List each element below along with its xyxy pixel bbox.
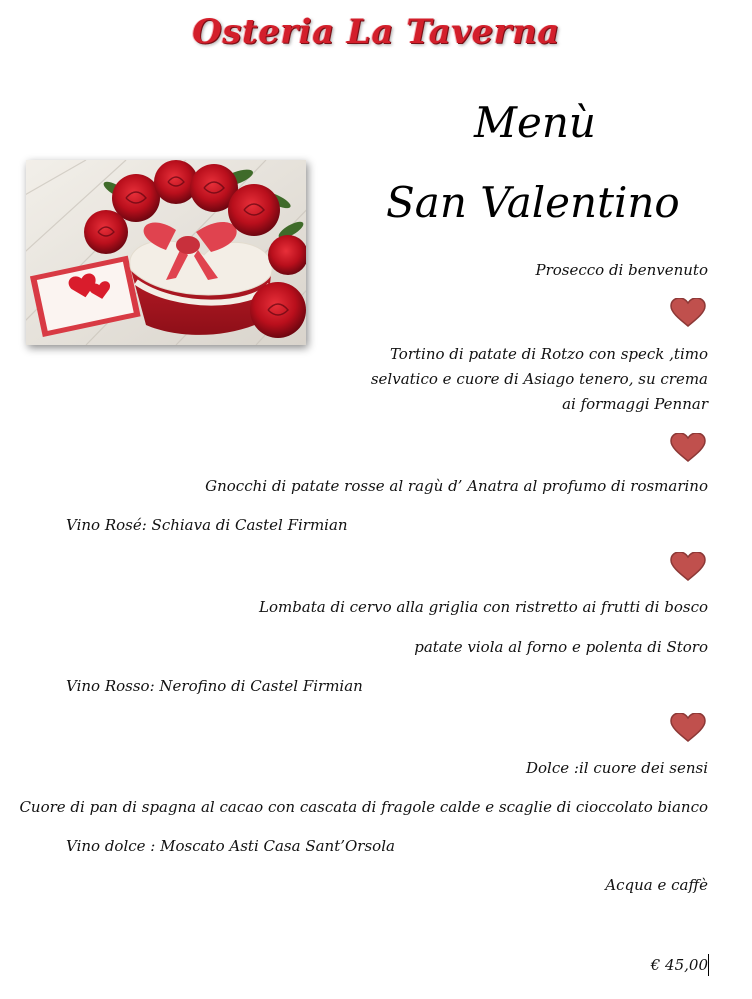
wine-sweet: Vino dolce : Moscato Asti Casa Sant’Orsola [66, 837, 395, 855]
main-course: Lombata di cervo alla griglia con ristretto ai frutti di bosco [258, 598, 708, 616]
dessert: Cuore di pan di spagna al cacao con cascata di fragole calde e scaglie di cioccolato bianco [19, 798, 708, 816]
menu-subtitle: San Valentino [386, 178, 680, 227]
menu-title: Menù [474, 98, 596, 147]
heart-icon [670, 713, 706, 743]
main-side: patate viola al forno e polenta di Storo [414, 638, 708, 656]
heart-icon [670, 552, 706, 582]
dessert-title: Dolce :il cuore dei sensi [526, 759, 708, 777]
starter-line-1: Tortino di patate di Rotzo con speck ,timo [389, 345, 708, 363]
text-cursor [708, 954, 709, 976]
wine-rose: Vino Rosé: Schiava di Castel Firmian [66, 516, 348, 534]
first-course: Gnocchi di patate rosse al ragù d’ Anatra al profumo di rosmarino [205, 477, 708, 495]
welcome-drink: Prosecco di benvenuto [535, 261, 708, 279]
heart-icon [670, 433, 706, 463]
closing-line: Acqua e caffè [605, 876, 708, 894]
wine-red: Vino Rosso: Nerofino di Castel Firmian [66, 677, 363, 695]
restaurant-title: Osteria La Taverna [192, 12, 560, 52]
roses-gift-box-image [26, 160, 306, 345]
starter-line-3: ai formaggi Pennar [562, 395, 708, 413]
price: € 45,00 [650, 956, 708, 974]
starter-line-2: selvatico e cuore di Asiago tenero, su crema [370, 370, 708, 388]
heart-icon [670, 298, 706, 328]
